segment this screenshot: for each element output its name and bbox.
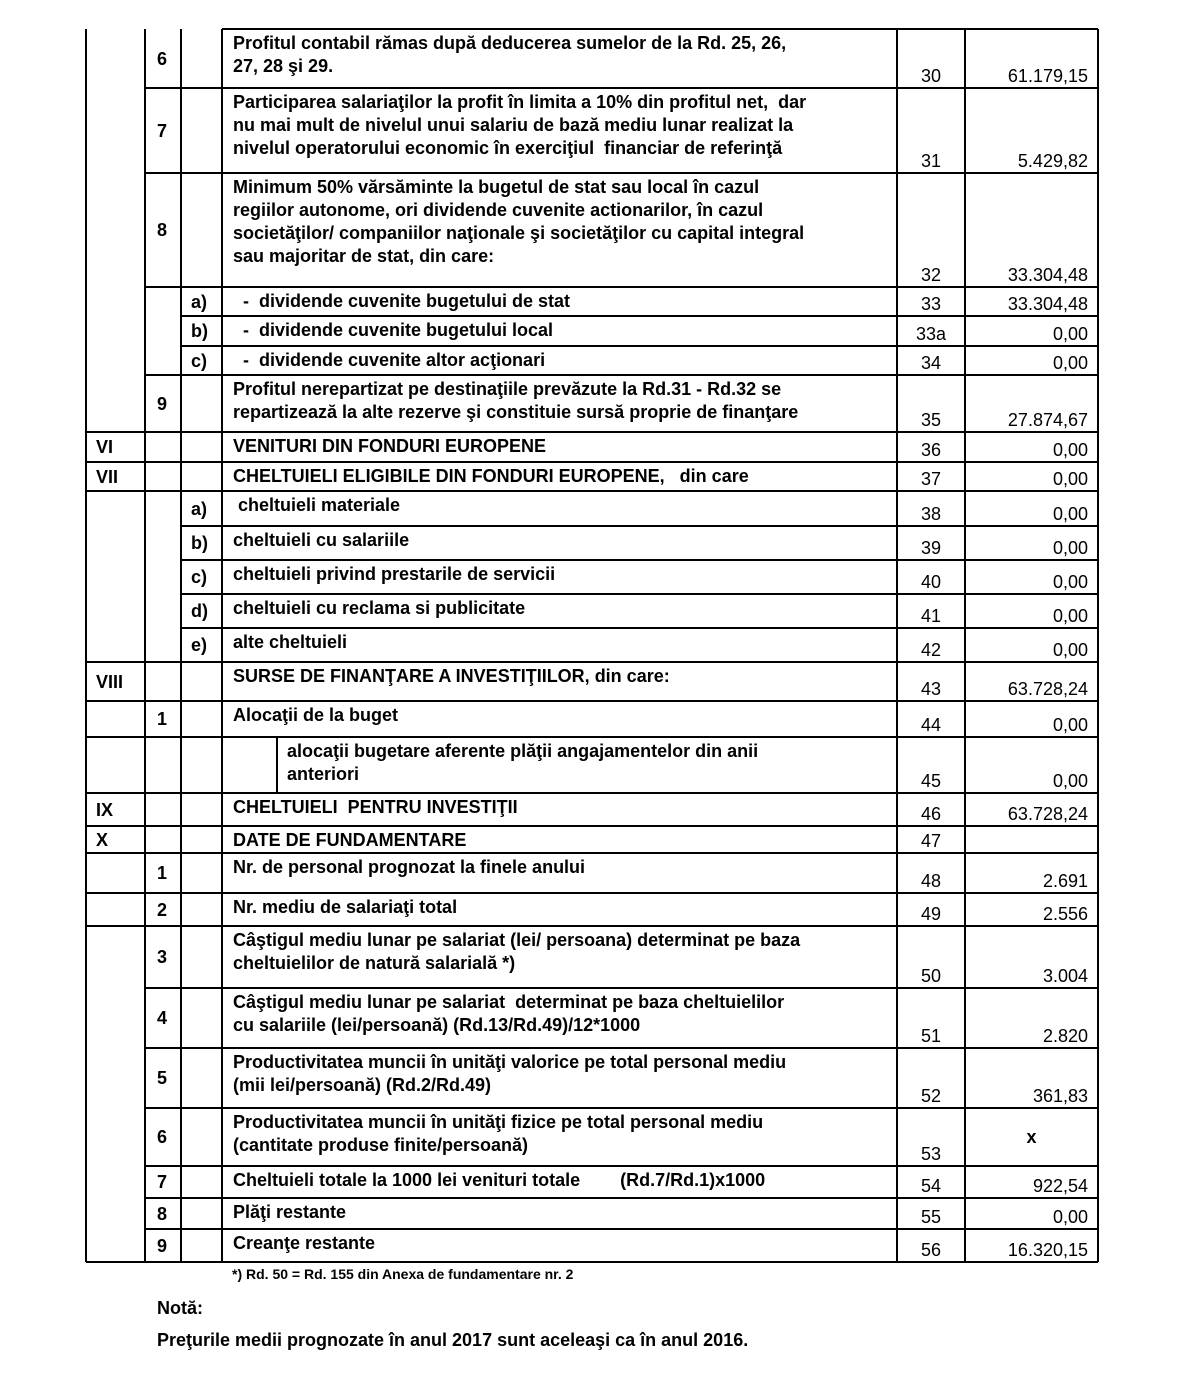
row-text-line: CHELTUIELI ELIGIBILE DIN FONDURI EUROPENE, din care — [233, 466, 749, 486]
row-text-line: CHELTUIELI PENTRU INVESTIŢII — [233, 797, 518, 817]
row-value: 3.004 — [1042, 966, 1088, 986]
row-rd-number: 43 — [920, 679, 942, 699]
row-rd-number: 40 — [920, 572, 942, 592]
row-text-line: Creanţe restante — [233, 1233, 376, 1253]
row-value: 27.874,67 — [1007, 410, 1088, 430]
grid-vline — [180, 29, 182, 1262]
row-value: 0,00 — [1052, 538, 1088, 558]
row-text-line: Câştigul mediu lunar pe salariat (lei/ persoana) determinat pe baza — [233, 930, 801, 950]
row-value: 0,00 — [1052, 572, 1088, 592]
row-rd-number: 36 — [920, 440, 942, 460]
row-value: 0,00 — [1052, 353, 1088, 373]
grid-hline — [86, 792, 1098, 794]
row-text-line: VENITURI DIN FONDURI EUROPENE — [233, 436, 547, 456]
grid-hline — [222, 28, 1098, 30]
grid-hline — [145, 987, 1098, 989]
row-value: 2.556 — [1042, 904, 1088, 924]
row-text-line: 27, 28 şi 29. — [233, 56, 334, 76]
grid-hline — [86, 925, 1098, 927]
grid-hline — [222, 736, 1098, 738]
grid-hline — [86, 661, 1098, 663]
row-sub-letter: a) — [191, 291, 208, 312]
grid-vline — [144, 29, 146, 1262]
grid-hline — [181, 627, 1098, 629]
row-text-line: DATE DE FUNDAMENTARE — [233, 830, 467, 850]
grid-hline — [181, 525, 1098, 527]
grid-hline — [86, 461, 1098, 463]
row-text-line: cheltuieli cu salariile — [233, 530, 410, 550]
row-text-line: cheltuieli materiale — [233, 495, 401, 515]
row-value: 33.304,48 — [1007, 294, 1088, 314]
row-text-line: Productivitatea muncii în unităţi fizice pe total personal mediu — [233, 1112, 764, 1132]
row-text-line: regiilor autonome, ori dividende cuvenite actionarilor, în cazul — [233, 200, 764, 220]
grid-hline — [145, 87, 1098, 89]
row-roman-number: VIII — [96, 671, 124, 692]
row-value: 63.728,24 — [1007, 679, 1088, 699]
grid-vline — [85, 29, 87, 1262]
row-text-line: Profitul contabil rămas după deducerea sumelor de la Rd. 25, 26, — [233, 33, 787, 53]
grid-hline — [181, 593, 1098, 595]
row-index: 1 — [157, 709, 168, 729]
row-rd-number: 35 — [920, 410, 942, 430]
grid-hline — [86, 431, 1098, 433]
row-sub-letter: b) — [191, 321, 208, 341]
grid-hline — [181, 315, 1098, 317]
row-value: 5.429,82 — [1017, 151, 1088, 171]
grid-hline — [145, 172, 1098, 174]
row-text-line: Câştigul mediu lunar pe salariat determinat pe baza cheltuielilor — [233, 992, 785, 1012]
row-text-line: Participarea salariaţilor la profit în limita a 10% din profitul net, dar — [233, 92, 807, 112]
row-value: 0,00 — [1052, 640, 1088, 660]
grid-hline — [145, 286, 1098, 288]
grid-hline — [145, 1047, 1098, 1049]
row-text-line: Minimum 50% vărsăminte la bugetul de stat sau local în cazul — [233, 177, 760, 197]
grid-hline — [86, 825, 1098, 827]
row-roman-number: VI — [96, 437, 114, 457]
row-rd-number: 49 — [920, 904, 942, 924]
row-value: 0,00 — [1052, 440, 1088, 460]
row-rd-number: 45 — [920, 771, 942, 791]
row-text-line: (cantitate produse finite/persoană) — [233, 1135, 529, 1155]
row-index: 2 — [157, 899, 168, 920]
row-value: 16.320,15 — [1007, 1240, 1088, 1260]
row-roman-number: X — [96, 829, 109, 850]
row-rd-number: 42 — [920, 640, 942, 660]
row-value: 2.820 — [1042, 1026, 1088, 1046]
row-rd-number: 30 — [920, 66, 942, 86]
grid-hline — [145, 374, 1098, 376]
row-text-line: Productivitatea muncii în unităţi valorice pe total personal mediu — [233, 1052, 787, 1072]
note-text: Preţurile medii prognozate în anul 2017 sunt aceleaşi ca în anul 2016. — [157, 1330, 749, 1350]
row-value: 0,00 — [1052, 324, 1088, 344]
grid-vline — [221, 29, 223, 1262]
row-value: 0,00 — [1052, 606, 1088, 626]
row-index: 6 — [157, 1127, 168, 1147]
row-value: x — [1026, 1127, 1037, 1147]
row-index: 5 — [157, 1068, 168, 1088]
row-index: 3 — [157, 947, 168, 967]
row-sub-letter: e) — [191, 635, 208, 655]
inner-indent-line — [276, 737, 278, 793]
row-rd-number: 33a — [915, 324, 947, 344]
row-sub-letter: b) — [191, 533, 208, 553]
row-rd-number: 52 — [920, 1086, 942, 1106]
row-rd-number: 56 — [920, 1240, 942, 1260]
note-label: Notă: — [157, 1298, 203, 1318]
row-rd-number: 33 — [920, 294, 942, 314]
row-text-line: Profitul nerepartizat pe destinaţiile prevăzute la Rd.31 - Rd.32 se — [233, 379, 782, 399]
row-value: 922,54 — [1032, 1176, 1088, 1196]
row-rd-number: 51 — [920, 1026, 942, 1046]
row-text-line: (mii lei/persoană) (Rd.2/Rd.49) — [233, 1075, 492, 1095]
row-sub-letter: a) — [191, 498, 208, 519]
row-index: 4 — [157, 1008, 168, 1028]
row-text-line: repartizează la alte rezerve şi constituie sursă proprie de finanţare — [233, 402, 799, 422]
grid-vline — [1097, 29, 1099, 1262]
grid-hline — [86, 1261, 1098, 1263]
row-rd-number: 39 — [920, 538, 942, 558]
row-text-line: sau majoritar de stat, din care: — [233, 246, 495, 266]
row-value: 33.304,48 — [1007, 265, 1088, 285]
row-rd-number: 41 — [920, 606, 942, 626]
row-value: 0,00 — [1052, 504, 1088, 524]
row-rd-number: 31 — [920, 151, 942, 171]
grid-hline — [86, 852, 1098, 854]
row-value: 2.691 — [1042, 871, 1088, 891]
row-text-line: Alocaţii de la buget — [233, 705, 399, 725]
row-text-line: Plăţi restante — [233, 1202, 347, 1222]
row-text-line: Nr. de personal prognozat la finele anului — [233, 857, 586, 877]
row-text-line: Cheltuieli totale la 1000 lei venituri totale (Rd.7/Rd.1)x1000 — [233, 1170, 766, 1190]
row-roman-number: IX — [96, 799, 114, 820]
row-index: 6 — [157, 48, 168, 69]
grid-hline — [145, 1228, 1098, 1230]
row-text-line: cu salariile (lei/persoană) (Rd.13/Rd.49)/12*1000 — [233, 1015, 641, 1035]
grid-hline — [181, 559, 1098, 561]
row-text-line: anteriori — [287, 764, 360, 784]
row-text-line: alocaţii bugetare aferente plăţii angajamentelor din anii — [287, 741, 759, 761]
row-text-line: - dividende cuvenite bugetului de stat — [233, 291, 571, 311]
row-value: 0,00 — [1052, 771, 1088, 791]
grid-hline — [181, 345, 1098, 347]
row-rd-number: 34 — [920, 353, 942, 373]
row-value: 0,00 — [1052, 1207, 1088, 1227]
grid-hline — [86, 490, 1098, 492]
row-sub-letter: c) — [191, 567, 208, 587]
row-rd-number: 46 — [920, 804, 942, 824]
row-rd-number: 47 — [920, 831, 942, 851]
row-text-line: societăţilor/ companiilor naţionale şi societăţilor cu capital integral — [233, 223, 805, 243]
row-rd-number: 50 — [920, 966, 942, 986]
row-text-line: - dividende cuvenite bugetului local — [233, 320, 554, 340]
row-index: 9 — [157, 1235, 168, 1256]
row-value: 0,00 — [1052, 715, 1088, 735]
row-roman-number: VII — [96, 466, 119, 487]
row-text-line: cheltuielilor de natură salarială *) — [233, 953, 516, 973]
row-value: 0,00 — [1052, 469, 1088, 489]
row-index: 7 — [157, 1172, 168, 1192]
row-rd-number: 44 — [920, 715, 942, 735]
row-text-line: nu mai mult de nivelul unui salariu de bază mediu lunar realizat la — [233, 115, 794, 135]
row-rd-number: 38 — [920, 504, 942, 524]
grid-hline — [145, 1165, 1098, 1167]
row-text-line: Nr. mediu de salariaţi total — [233, 897, 458, 917]
row-rd-number: 37 — [920, 469, 942, 489]
grid-hline — [86, 892, 1098, 894]
row-value: 361,83 — [1032, 1086, 1088, 1106]
row-rd-number: 32 — [920, 265, 942, 285]
row-sub-letter: c) — [191, 350, 208, 371]
row-text-line: cheltuieli cu reclama si publicitate — [233, 598, 526, 618]
row-index: 7 — [157, 120, 168, 141]
row-rd-number: 55 — [920, 1207, 942, 1227]
table-footnote: *) Rd. 50 = Rd. 155 din Anexa de fundamentare nr. 2 — [232, 1266, 574, 1282]
row-rd-number: 54 — [920, 1176, 942, 1196]
grid-hline — [86, 700, 1098, 702]
row-text-line: - dividende cuvenite altor acţionari — [233, 350, 546, 370]
row-sub-letter: d) — [191, 601, 208, 621]
row-index: 1 — [157, 863, 168, 883]
row-index: 8 — [157, 220, 168, 240]
row-rd-number: 53 — [920, 1144, 942, 1164]
row-index: 8 — [157, 1203, 168, 1224]
row-text-line: nivelul operatorului economic în exerciţiul financiar de referinţă — [233, 138, 783, 158]
row-text-line: cheltuieli privind prestarile de servicii — [233, 564, 556, 584]
row-text-line: alte cheltuieli — [233, 632, 348, 652]
grid-hline — [145, 1107, 1098, 1109]
row-text-line: SURSE DE FINANŢARE A INVESTIŢIILOR, din care: — [233, 666, 670, 686]
row-value: 63.728,24 — [1007, 804, 1088, 824]
row-rd-number: 48 — [920, 871, 942, 891]
row-value: 61.179,15 — [1007, 66, 1088, 86]
grid-hline — [145, 1197, 1098, 1199]
row-index: 9 — [157, 393, 168, 414]
